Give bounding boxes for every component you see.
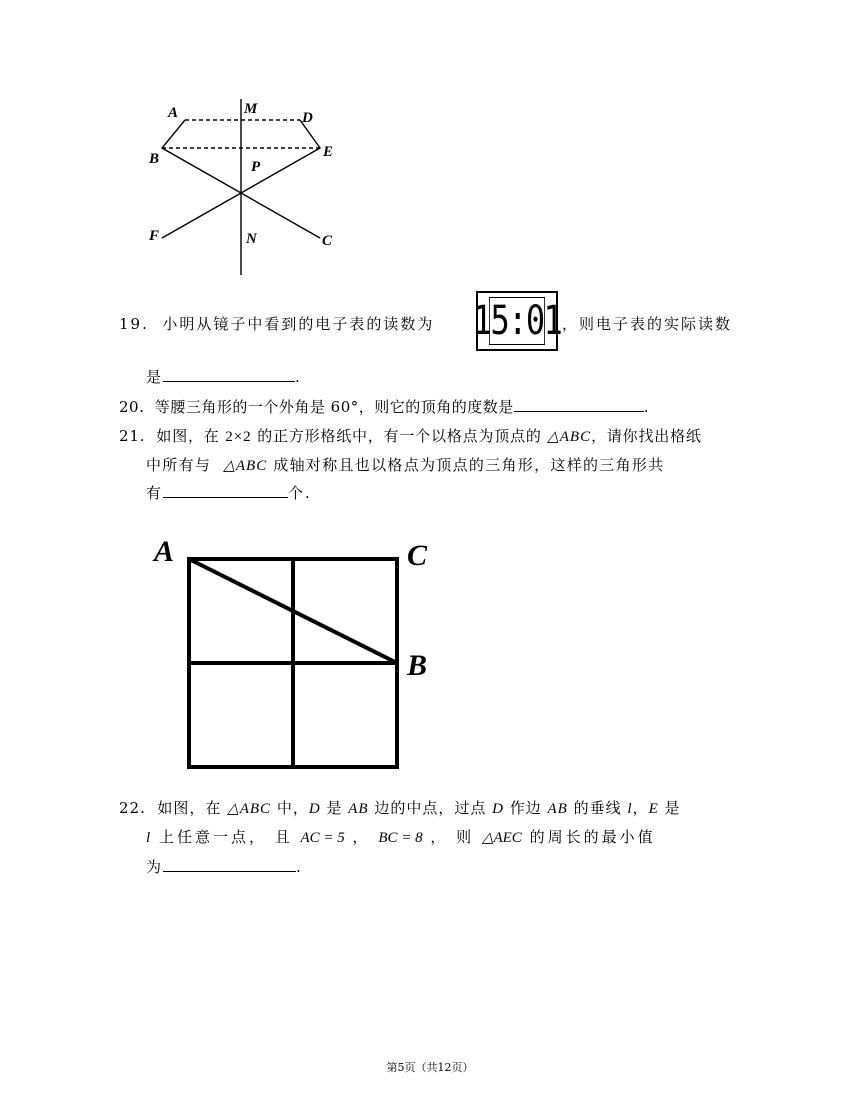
q19-text: 小明从镜子中看到的电子表的读数为	[162, 315, 435, 333]
question-22: 22. 如图，在 △ABC 中，D 是 AB 边的中点，过点 D 作边 AB 的垂线 l，E 是	[119, 799, 681, 817]
label-P: P	[251, 159, 261, 175]
label-E: E	[323, 144, 334, 160]
question-19	[119, 314, 434, 334]
label-C: C	[407, 539, 428, 572]
q19-text-cont: ，则电子表的实际读数	[562, 315, 733, 333]
question-21: 21. 如图，在 2×2 的正方形格纸中，有一个以格点为顶点的 △ABC，请你找出格纸	[119, 427, 702, 445]
page-footer: 第5页（共12页）	[386, 1061, 474, 1074]
clock-reading: 15:01	[472, 298, 562, 344]
q20-text: 等腰三角形的一个外角是 60°，则它的顶角的度数是	[154, 398, 514, 416]
q21-number: 21.	[119, 427, 146, 445]
answer-blank-21[interactable]	[163, 482, 288, 498]
q19-number: 19.	[119, 315, 149, 333]
label-D: D	[302, 110, 313, 126]
q22-number: 22.	[119, 799, 146, 817]
label-M: M	[244, 101, 258, 117]
q20-number: 20.	[119, 398, 145, 416]
q21-line2: 中所有与 △ABC 成轴对称且也以格点为顶点的三角形，这样的三角形共	[146, 456, 665, 474]
digital-clock-image	[472, 291, 562, 351]
mirror-figure	[140, 95, 350, 280]
label-F: F	[149, 228, 160, 244]
label-A: A	[154, 535, 175, 568]
question-20: 20. 等腰三角形的一个外角是 60°，则它的顶角的度数是 .	[119, 398, 650, 416]
q19-line2: 是 .	[146, 368, 302, 386]
triangle-abc: △ABC	[547, 429, 592, 445]
q22-line2: l 上任意一点， 且 AC = 5 ， BC = 8 ， 则 △AEC 的周长的最小值	[146, 828, 656, 846]
answer-blank-20[interactable]	[514, 396, 644, 412]
grid-size: 2×2	[225, 429, 252, 445]
label-B: B	[407, 649, 428, 682]
grid-figure	[150, 533, 440, 773]
q22-line3: 为 .	[146, 858, 303, 876]
label-B: B	[149, 151, 160, 167]
label-C: C	[322, 233, 333, 249]
answer-blank-22[interactable]	[163, 856, 296, 872]
label-N: N	[246, 231, 257, 247]
q21-line3: 有 个.	[146, 484, 312, 502]
label-A: A	[168, 105, 179, 121]
answer-blank-19[interactable]	[163, 366, 295, 382]
